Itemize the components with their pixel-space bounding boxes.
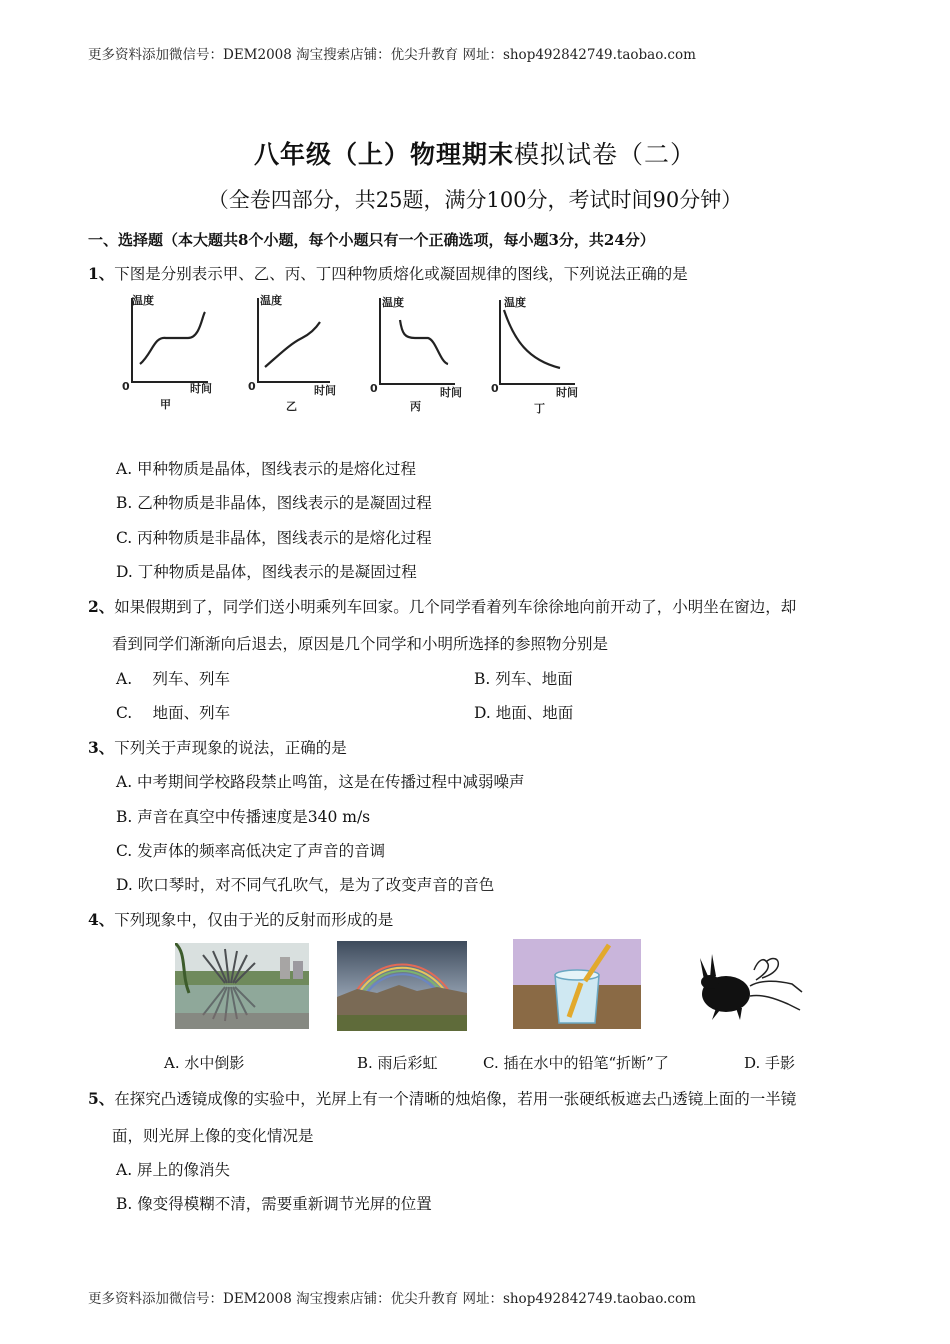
title-bold-part: 八年级（上）物理期末 — [253, 140, 514, 169]
question-3 — [88, 736, 347, 758]
graph-name-jia: 甲 — [160, 398, 171, 411]
graph-origin-label: 0 — [370, 382, 378, 395]
q2-option-a: A. 列车、列车 — [116, 670, 231, 688]
title-rest-part: 模拟试卷（二） — [514, 140, 697, 169]
graph-temp-label: 温度 — [504, 296, 526, 309]
photo-pencil-in-water — [513, 939, 641, 1029]
q2-option-d: D. 地面、地面 — [474, 704, 574, 722]
q4-caption-b: B. 雨后彩虹 — [357, 1054, 438, 1072]
question-number: 4、 — [88, 910, 115, 929]
q1-option-d: D. 丁种物质是晶体，图线表示的是凝固过程 — [116, 563, 417, 581]
page-title — [0, 135, 950, 171]
q3-option-b: B. 声音在真空中传播速度是340 m/s — [116, 808, 371, 826]
page-subtitle: （全卷四部分，共25题，满分100分，考试时间90分钟） — [207, 188, 743, 212]
graph-temp-label: 温度 — [260, 294, 282, 307]
graph-bing — [380, 298, 455, 384]
question-stem: 如果假期到了，同学们送小明乘列车回家。几个同学看着列车徐徐地向前开动了，小明坐在窗边，却 — [114, 598, 797, 616]
graph-yi — [258, 298, 330, 382]
q3-option-a: A. 中考期间学校路段禁止鸣笛，这是在传播过程中减弱噪声 — [116, 773, 525, 791]
q1-option-a: A. 甲种物质是晶体，图线表示的是熔化过程 — [116, 460, 417, 478]
graph-temp-label: 温度 — [132, 294, 154, 307]
question-1 — [88, 262, 688, 284]
graph-ding — [500, 300, 575, 384]
q1-option-b: B. 乙种物质是非晶体，图线表示的是凝固过程 — [116, 494, 432, 512]
q5-option-b: B. 像变得模糊不清，需要重新调节光屏的位置 — [116, 1195, 432, 1213]
graph-time-label: 时间 — [314, 384, 336, 397]
question-2-line2: 看到同学们渐渐向后退去，原因是几个同学和小明所选择的参照物分别是 — [112, 635, 609, 653]
q4-caption-a: A. 水中倒影 — [164, 1054, 245, 1072]
question-number: 3、 — [88, 738, 115, 757]
question-number: 5、 — [88, 1089, 115, 1108]
question-stem: 下列关于声现象的说法，正确的是 — [114, 739, 347, 757]
graph-origin-label: 0 — [122, 380, 130, 393]
q5-option-a: A. 屏上的像消失 — [116, 1161, 231, 1179]
question-stem: 在探究凸透镜成像的实验中，光屏上有一个清晰的烛焰像，若用一张硬纸板遮去凸透镜上面的一半镜 — [114, 1090, 797, 1108]
graph-time-label: 时间 — [190, 382, 212, 395]
q4-caption-d: D. 手影 — [744, 1054, 796, 1072]
graph-name-ding: 丁 — [534, 402, 545, 415]
question-5-line2: 面，则光屏上像的变化情况是 — [112, 1127, 314, 1145]
q3-option-c: C. 发声体的频率高低决定了声音的音调 — [116, 842, 386, 860]
question-number: 2、 — [88, 597, 115, 616]
melting-graphs-figure — [110, 292, 590, 417]
question-5 — [88, 1087, 796, 1109]
photo-hand-shadow — [696, 950, 806, 1026]
question-stem: 下列现象中，仅由于光的反射而形成的是 — [114, 911, 394, 929]
photo-rainbow — [337, 941, 467, 1031]
question-2 — [88, 595, 796, 617]
graph-time-label: 时间 — [440, 386, 462, 399]
graph-jia — [132, 298, 208, 382]
footer-banner: 更多资料添加微信号：DEM2008 淘宝搜索店铺：优尖升教育 网址：shop492842749.taobao.com — [88, 1291, 696, 1307]
q3-option-d: D. 吹口琴时，对不同气孔吹气，是为了改变声音的音色 — [116, 876, 495, 894]
graph-origin-label: 0 — [248, 380, 256, 393]
header-banner: 更多资料添加微信号：DEM2008 淘宝搜索店铺：优尖升教育 网址：shop492842749.taobao.com — [88, 47, 696, 63]
question-stem: 下图是分别表示甲、乙、丙、丁四种物质熔化或凝固规律的图线，下列说法正确的是 — [114, 265, 688, 283]
graph-origin-label: 0 — [491, 382, 499, 395]
q1-option-c: C. 丙种物质是非晶体，图线表示的是熔化过程 — [116, 529, 432, 547]
photo-water-reflection — [175, 943, 309, 1029]
q4-caption-c: C. 插在水中的铅笔“折断”了 — [483, 1054, 669, 1072]
question-number: 1、 — [88, 264, 115, 283]
q2-option-c: C. 地面、列车 — [116, 704, 231, 722]
graph-name-bing: 丙 — [410, 400, 421, 413]
graph-time-label: 时间 — [556, 386, 578, 399]
graph-temp-label: 温度 — [382, 296, 404, 309]
q2-option-b: B. 列车、地面 — [474, 670, 573, 688]
graph-name-yi: 乙 — [286, 400, 297, 413]
section-heading-choice: 一、选择题（本大题共8个小题，每个小题只有一个正确选项，每小题3分，共24分） — [88, 231, 655, 249]
question-4 — [88, 908, 393, 930]
